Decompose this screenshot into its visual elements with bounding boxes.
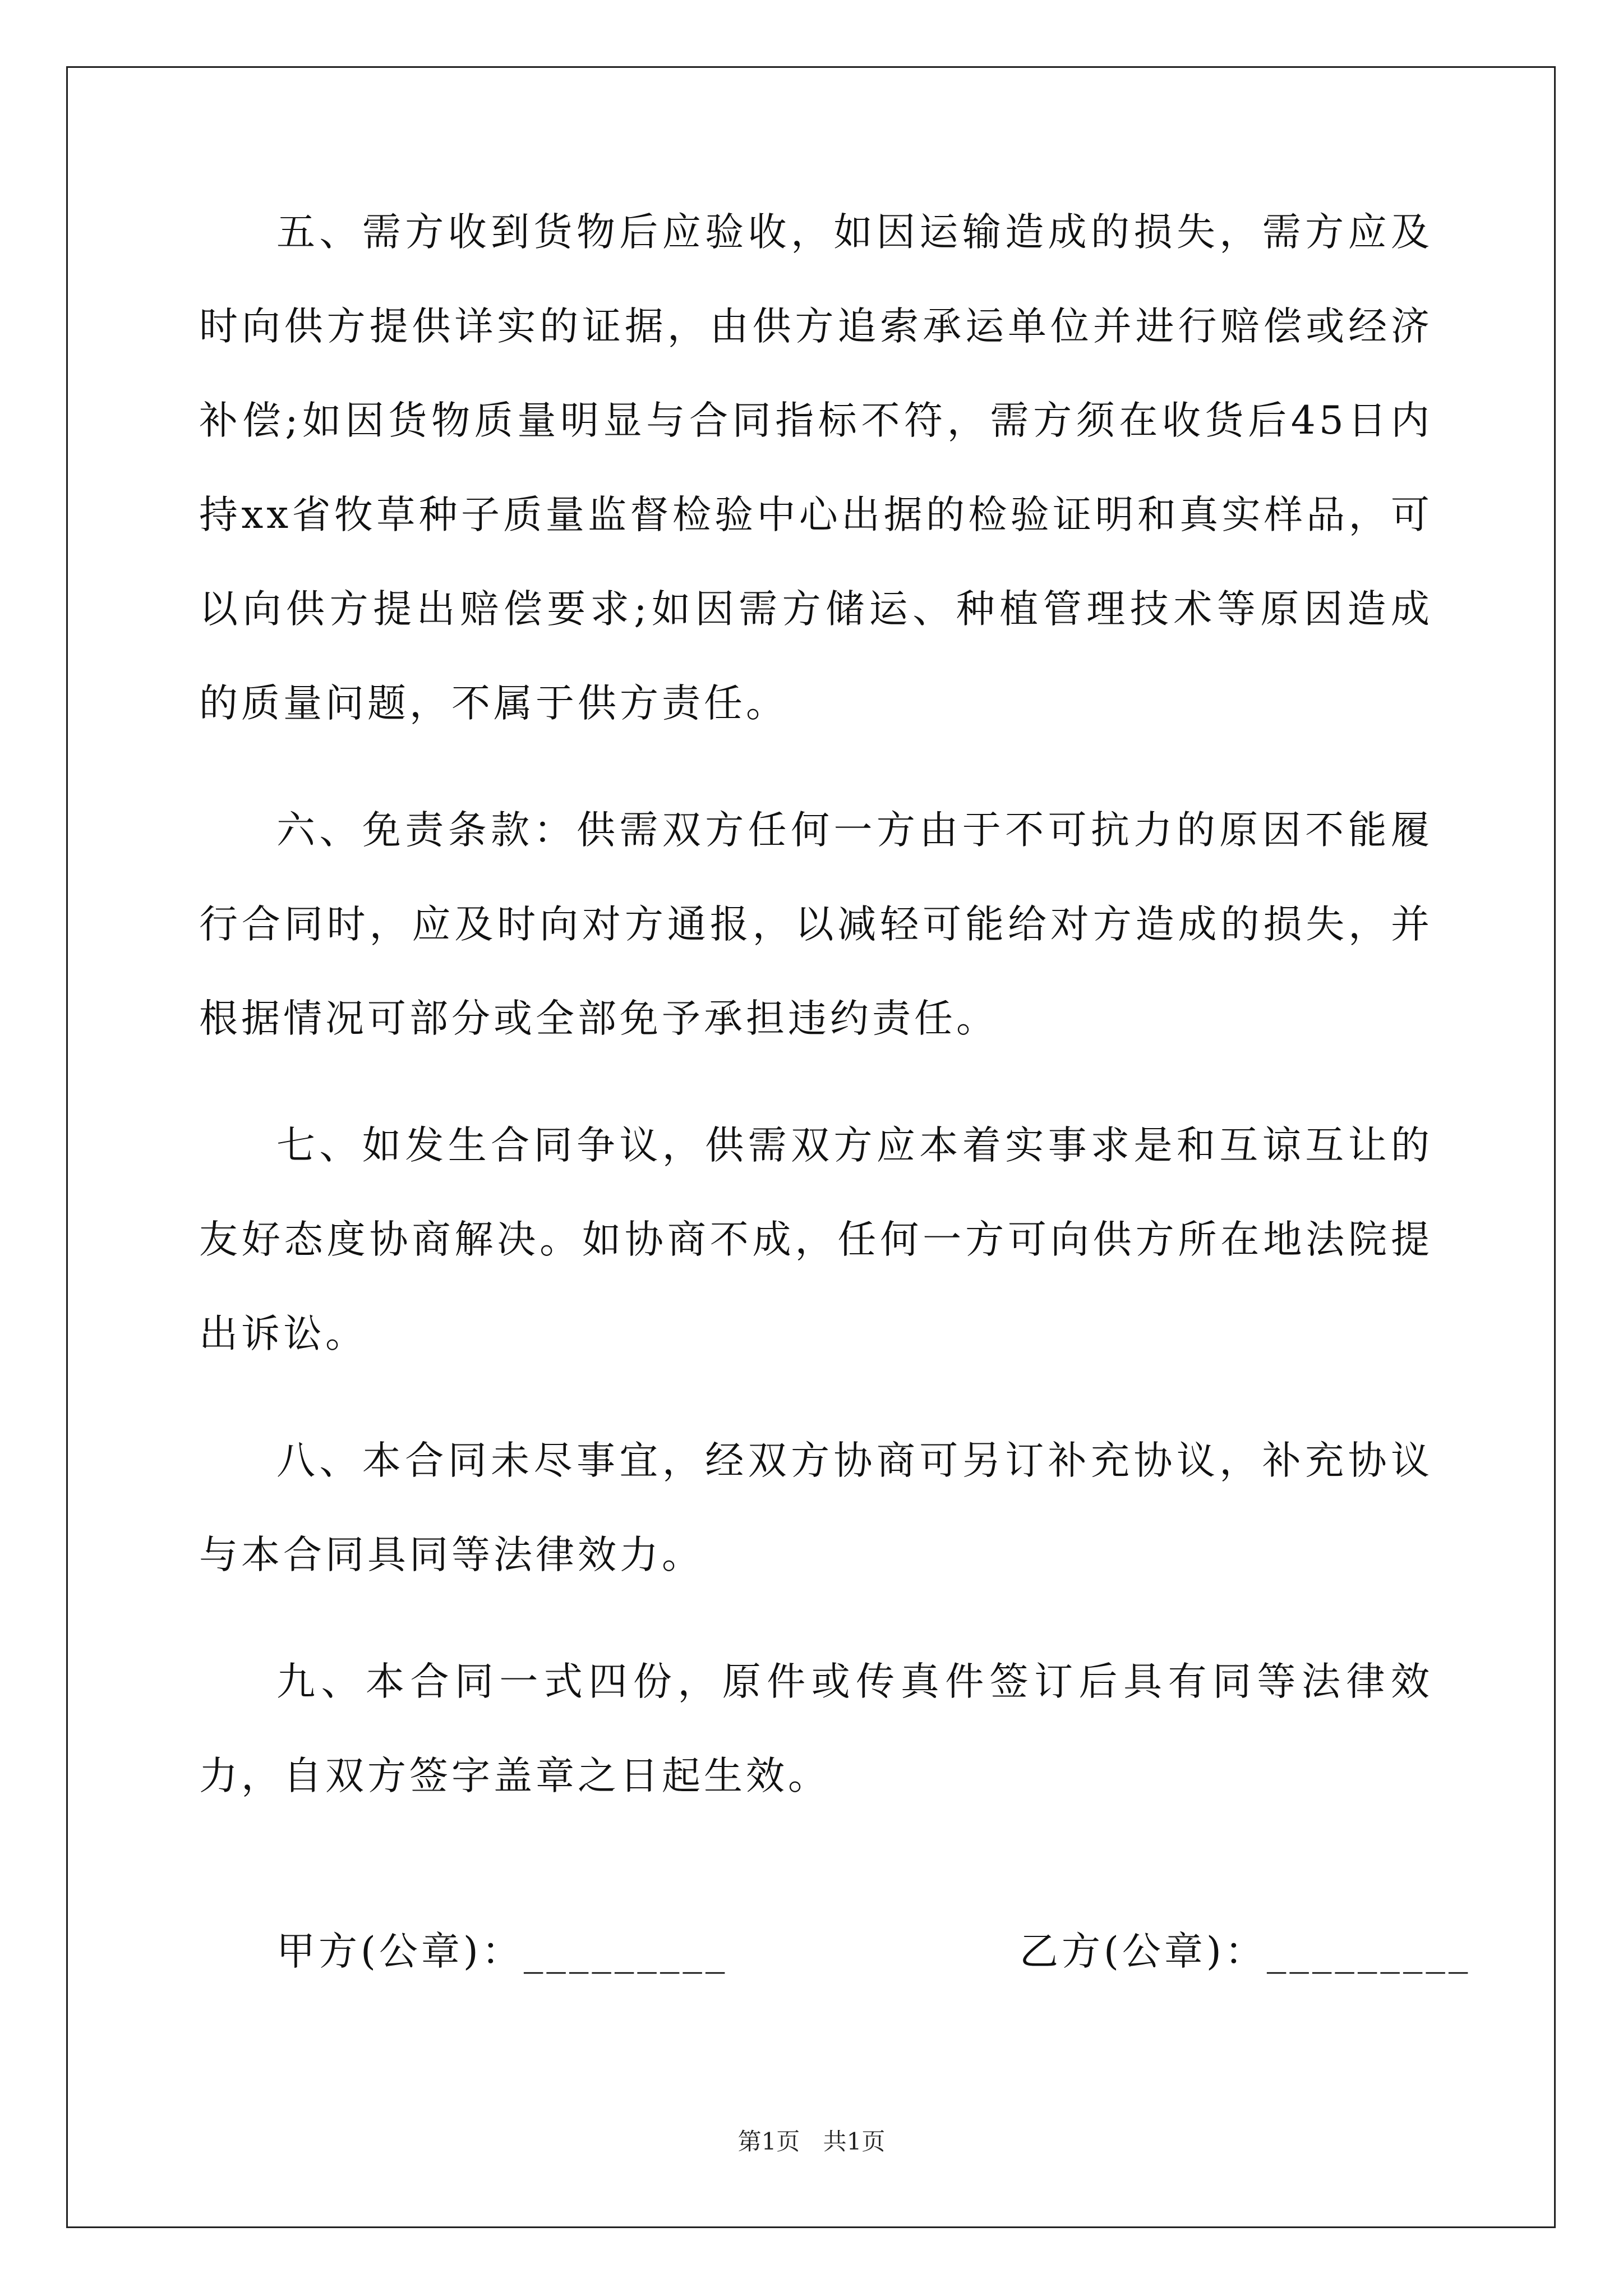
party-b-seal: 乙方(公章)：_________ <box>1020 1929 1472 1974</box>
clause-7: 七、如发生合同争议，供需双方应本着实事求是和互谅互让的友好态度协商解决。如协商不成，任何一方可向供方所在地法院提出诉讼。 <box>199 1123 1433 1356</box>
document-body <box>199 185 1433 1856</box>
party-a-seal: 甲方(公章)：_________ <box>276 1929 728 1974</box>
clause-6: 六、免责条款：供需双方任何一方由于不可抗力的原因不能履行合同时，应及时向对方通报，以减轻可能给对方造成的损失，并根据情况可部分或全部免予承担违约责任。 <box>199 808 1433 1041</box>
signature-row <box>199 1904 1472 1999</box>
page-footer <box>0 2125 1623 2159</box>
clause-9: 九、本合同一式四份，原件或传真件签订后具有同等法律效力，自双方签字盖章之日起生效。 <box>199 1659 1433 1798</box>
page-total: 共1页 <box>823 2128 886 2155</box>
clause-5: 五、需方收到货物后应验收，如因运输造成的损失，需方应及时向供方提供详实的证据，由供方追索承运单位并进行赔偿或经济补偿;如因货物质量明显与合同指标不符，需方须在收货后45日内持xx省牧草种子质量监督检验中心出据的检验证明和真实样品，可以向供方提出赔偿要求;如因需方储运、种植管理技术等原因造成的质量问题，不属于供方责任。 <box>199 210 1433 726</box>
page-number: 第1页 <box>737 2128 800 2155</box>
clause-8: 八、本合同未尽事宜，经双方协商可另订补充协议，补充协议与本合同具同等法律效力。 <box>199 1438 1433 1577</box>
